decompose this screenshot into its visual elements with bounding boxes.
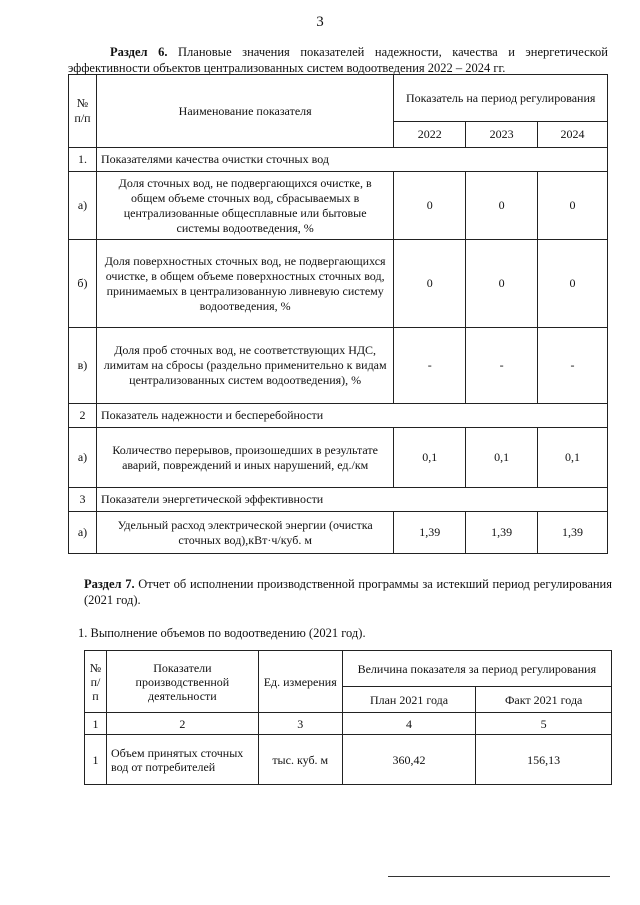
indicator-name: Доля проб сточных вод, не соответствующих НДС, лимитам на сбросы (раздельно применительно к видам централизованных систем водоотведения), %	[96, 328, 393, 404]
column-number: 2	[106, 713, 258, 735]
col-header-value: Величина показателя за период регулирования	[342, 651, 611, 687]
value-2023: 1,39	[466, 512, 538, 554]
reliability-indicators-table	[68, 74, 608, 554]
col-header-unit: Ед. измерения	[258, 651, 342, 713]
plan-value: 360,42	[342, 735, 476, 785]
col-header-plan: План 2021 года	[342, 687, 476, 713]
row-letter: а)	[69, 172, 97, 240]
value-2022: 0	[394, 172, 466, 240]
row-letter: в)	[69, 328, 97, 404]
group-number: 3	[69, 488, 97, 512]
group-title: Показатель надежности и бесперебойности	[96, 404, 607, 428]
group-number: 2	[69, 404, 97, 428]
value-2022: 1,39	[394, 512, 466, 554]
column-number: 3	[258, 713, 342, 735]
value-2023: 0	[466, 240, 538, 328]
section-6-heading	[68, 44, 608, 76]
col-header-fact: Факт 2021 года	[476, 687, 612, 713]
value-2024: -	[538, 328, 608, 404]
value-2024: 1,39	[538, 512, 608, 554]
value-2023: 0	[466, 172, 538, 240]
value-2022: -	[394, 328, 466, 404]
col-header-year: 2023	[466, 122, 538, 148]
column-number: 4	[342, 713, 476, 735]
section-7-title: Отчет об исполнении производственной программы за истекший период регулирования (2021 год).	[84, 577, 612, 607]
col-header-indicators: Показатели производственной деятельности	[106, 651, 258, 713]
table-row	[69, 512, 608, 554]
fact-value: 156,13	[476, 735, 612, 785]
row-letter: а)	[69, 428, 97, 488]
section-7-label: Раздел 7.	[84, 577, 135, 591]
group-row	[69, 488, 608, 512]
row-letter: б)	[69, 240, 97, 328]
table-row	[69, 172, 608, 240]
col-header-period: Показатель на период регулирования	[394, 75, 608, 122]
row-letter: а)	[69, 512, 97, 554]
page-number: 3	[316, 14, 324, 30]
col-header-no: № п/п	[85, 651, 107, 713]
footer-rule	[388, 876, 610, 877]
value-2022: 0,1	[394, 428, 466, 488]
volumes-report-table	[84, 650, 612, 785]
group-row	[69, 404, 608, 428]
subsection-title: 1. Выполнение объемов по водоотведению (2021 год).	[78, 626, 366, 640]
group-number: 1.	[69, 148, 97, 172]
table-row	[69, 428, 608, 488]
value-2023: -	[466, 328, 538, 404]
group-title: Показатели энергетической эффективности	[96, 488, 607, 512]
group-title: Показателями качества очистки сточных вод	[96, 148, 607, 172]
value-2024: 0	[538, 240, 608, 328]
section-6-label: Раздел 6.	[110, 45, 168, 59]
section-6-title: Плановые значения показателей надежности, качества и энергетической эффективности объектов централизованных систем водоотведения 2022 – 2024 гг.	[68, 45, 608, 75]
column-number: 5	[476, 713, 612, 735]
indicator-name: Количество перерывов, произошедших в результате аварий, повреждений и иных нарушений, ед./км	[96, 428, 393, 488]
indicator-name: Доля поверхностных сточных вод, не подвергающихся очистке, в общем объеме поверхностных сточных вод, принимаемых в централизованную ливневую систему водоотведения, %	[96, 240, 393, 328]
unit: тыс. куб. м	[258, 735, 342, 785]
group-row	[69, 148, 608, 172]
indicator-name: Объем принятых сточных вод от потребителей	[106, 735, 258, 785]
table-row	[69, 240, 608, 328]
col-header-no: № п/п	[69, 75, 97, 148]
section-7-heading	[84, 576, 612, 608]
column-number-row	[85, 713, 612, 735]
value-2022: 0	[394, 240, 466, 328]
col-header-year: 2022	[394, 122, 466, 148]
table-row	[69, 328, 608, 404]
value-2024: 0	[538, 172, 608, 240]
row-number: 1	[85, 735, 107, 785]
value-2024: 0,1	[538, 428, 608, 488]
col-header-year: 2024	[538, 122, 608, 148]
table-row	[85, 735, 612, 785]
column-number: 1	[85, 713, 107, 735]
value-2023: 0,1	[466, 428, 538, 488]
col-header-name: Наименование показателя	[96, 75, 393, 148]
indicator-name: Удельный расход электрической энергии (очистка сточных вод),кВт·ч/куб. м	[96, 512, 393, 554]
indicator-name: Доля сточных вод, не подвергающихся очистке, в общем объеме сточных вод, сбрасываемых в централизованные общесплавные или бытовые системы водоотведения, %	[96, 172, 393, 240]
